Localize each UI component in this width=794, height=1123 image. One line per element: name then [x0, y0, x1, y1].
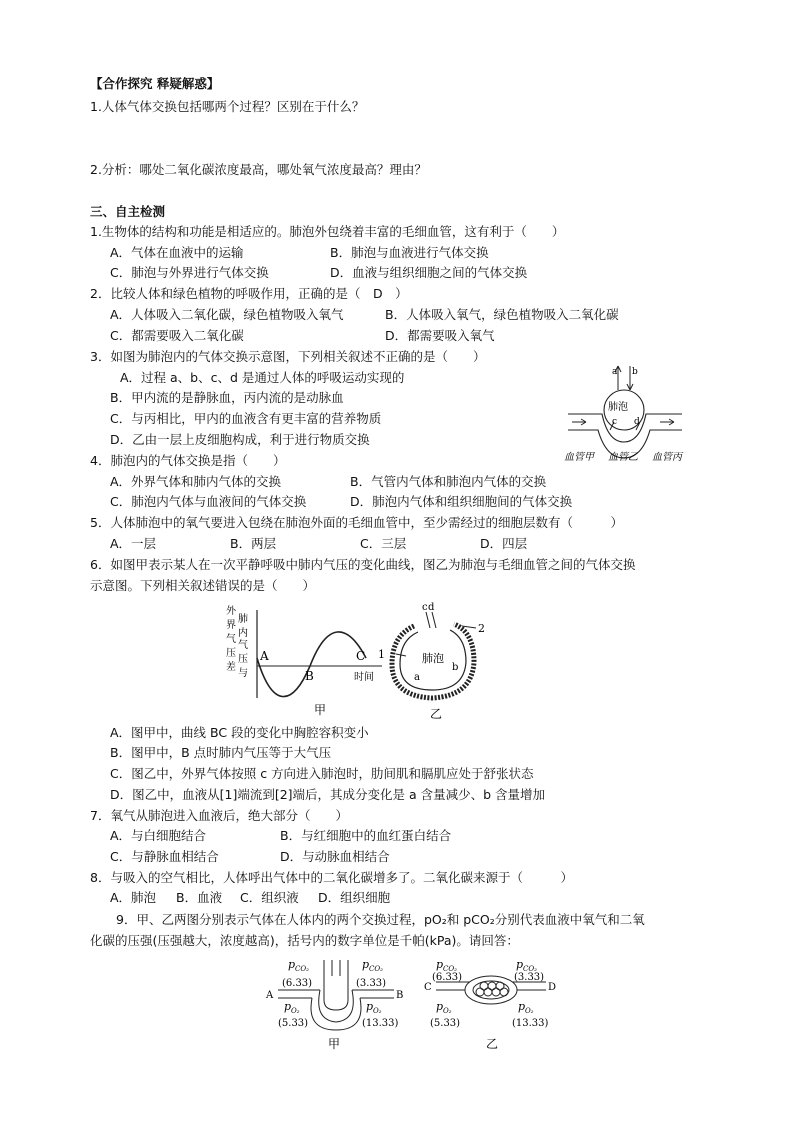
option: A．外界气体和肺内气体的交换	[110, 474, 282, 489]
ylabel-char: 压	[238, 654, 248, 665]
label-b: b	[632, 367, 638, 377]
label-a: a	[612, 367, 618, 377]
self-check-heading: 三、自主检测	[90, 204, 166, 219]
pressure-curve-figure	[222, 600, 392, 720]
co2-right-value: (3.33)	[514, 972, 545, 983]
option: D．与动脉血相结合	[280, 849, 390, 864]
label-d: d	[428, 602, 435, 613]
option: B．人体吸入氧气，绿色植物吸入二氧化碳	[385, 307, 619, 322]
caption-yi: 乙	[486, 1037, 499, 1051]
option: D．乙由一层上皮细胞构成，利于进行物质交换	[110, 432, 370, 447]
question-stem: 1.生物体的结构和功能是相适应的。肺泡外包绕着丰富的毛细血管，这有利于（ ）	[90, 224, 565, 239]
question-stem: 3．如图为肺泡内的气体交换示意图，下列相关叙述不正确的是（ ）	[90, 349, 486, 364]
option: B．气管内气体和肺泡内气体的交换	[350, 474, 547, 489]
option: B．图甲中，B 点时肺内气压等于大气压	[110, 745, 332, 760]
option: B．两层	[230, 536, 277, 551]
question-stem: 4．肺泡内的气体交换是指（ ）	[90, 453, 286, 468]
question-stem: 2．比较人体和绿色植物的呼吸作用，正确的是（ D ）	[90, 286, 408, 301]
question-stem: 6．如图甲表示某人在一次平静呼吸中肺内气压的变化曲线，图乙为肺泡与毛细血管之间的气体交换	[90, 557, 636, 572]
p-o2-right: $p_{O_2}$	[366, 1000, 382, 1015]
ylabel-char: 压	[226, 648, 236, 659]
alveolus-exchange-figure	[560, 360, 690, 470]
discussion-question-1: 1.人体气体交换包括哪两个过程？区别在于什么？	[90, 99, 365, 114]
o2-right-value: (13.33)	[512, 1018, 549, 1029]
option: C．肺泡与外界进行气体交换	[110, 265, 269, 280]
p-o2-left: $p_{O_2}$	[284, 1000, 300, 1015]
option: B．血液	[176, 890, 223, 905]
label-1: 1	[378, 648, 385, 661]
end-a-label: A	[266, 990, 274, 1001]
option: D．四层	[480, 536, 528, 551]
ylabel-char: 气	[238, 640, 248, 651]
ylabel-char: 气	[226, 634, 236, 645]
section-heading: 【合作探究 释疑解惑】	[90, 76, 220, 91]
o2-right-value: (13.33)	[362, 1018, 399, 1029]
label-b: b	[452, 662, 459, 673]
exchange-figure-jia	[262, 952, 412, 1052]
option: C．肺泡内气体与血液间的气体交换	[110, 494, 307, 509]
option: A．肺泡	[110, 890, 157, 905]
vessel-yi-label: 血管乙	[608, 452, 638, 463]
option: D．肺泡内气体和组织细胞间的气体交换	[350, 494, 573, 509]
label-d: d	[634, 417, 640, 427]
co2-right-value: (3.33)	[356, 978, 387, 989]
option: D．都需要吸入氧气	[385, 328, 495, 343]
point-a-label: A	[260, 649, 269, 663]
point-b-label: B	[305, 669, 314, 683]
option: B．甲内流的是静脉血，丙内流的是动脉血	[110, 390, 344, 405]
p-o2-left: $p_{O_2}$	[436, 1000, 452, 1015]
p-co2-left: $p_{CO_2}$	[288, 958, 309, 973]
label-c: c	[612, 417, 618, 427]
option: B．肺泡与血液进行气体交换	[330, 245, 489, 260]
option: D．血液与组织细胞之间的气体交换	[330, 265, 528, 280]
label-2: 2	[478, 622, 485, 635]
alveolus-label: 肺泡	[608, 402, 628, 413]
question-stem-continued: 示意图。下列相关叙述错误的是（ ）	[90, 578, 316, 593]
p-o2-right: $p_{O_2}$	[518, 1000, 534, 1015]
p-co2-left: $p_{CO_2}$	[436, 958, 457, 973]
co2-left-value: (6.33)	[432, 972, 463, 983]
option: C．都需要吸入二氧化碳	[110, 328, 244, 343]
vessel-jia-label: 血管甲	[564, 452, 594, 463]
end-d-label: D	[548, 982, 557, 993]
option: A．气体在血液中的运输	[110, 245, 244, 260]
o2-left-value: (5.33)	[430, 1018, 461, 1029]
option: D．图乙中，血液从[1]端流到[2]端后，其成分变化是 a 含量减少、b 含量增加	[110, 787, 546, 802]
ylabel-char: 肺	[238, 614, 248, 625]
alveolus-label: 肺泡	[422, 652, 444, 665]
exchange-figure-yi	[422, 952, 572, 1052]
co2-left-value: (6.33)	[282, 978, 313, 989]
ylabel-char: 差	[226, 662, 236, 673]
vessel-bing-label: 血管丙	[652, 452, 682, 463]
question-stem: 8．与吸入的空气相比，人体呼出气体中的二氧化碳增多了。二氧化碳来源于（ ）	[90, 870, 573, 885]
o2-left-value: (5.33)	[278, 1018, 309, 1029]
option: A．一层	[110, 536, 157, 551]
option: B．与红细胞中的血红蛋白结合	[280, 828, 452, 843]
option: A．人体吸入二氧化碳，绿色植物吸入氧气	[110, 307, 344, 322]
option: A．过程 a、b、c、d 是通过人体的呼吸运动实现的	[120, 370, 405, 385]
caption-jia: 甲	[328, 1037, 341, 1051]
option: C．图乙中，外界气体按照 c 方向进入肺泡时，肋间肌和膈肌应处于舒张状态	[110, 766, 534, 781]
end-c-label: C	[424, 982, 432, 993]
label-c: c	[422, 602, 428, 613]
option: C．与丙相比，甲内的血液含有更丰富的营养物质	[110, 411, 382, 426]
option: C．与静脉血相结合	[110, 849, 219, 864]
xlabel: 时间	[354, 672, 374, 683]
p-co2-right: $p_{CO_2}$	[362, 958, 383, 973]
ylabel-char: 外	[226, 606, 236, 617]
discussion-question-2: 2.分析：哪处二氧化碳浓度最高，哪处氧气浓度最高？理由？	[90, 162, 427, 177]
ylabel-char: 界	[226, 620, 236, 631]
question-stem: 7．氧气从肺泡进入血液后，绝大部分（ ）	[90, 808, 348, 823]
option: C．组织液	[240, 890, 299, 905]
question-stem-continued: 化碳的压强(压强越大，浓度越高)，括号内的数字单位是千帕(kPa)。请回答：	[90, 933, 519, 948]
alveolus-capillary-figure	[378, 600, 488, 722]
caption-jia: 甲	[314, 703, 327, 717]
ylabel-char: 与	[238, 668, 248, 679]
point-c-label: C	[356, 649, 366, 663]
option: C．三层	[360, 536, 407, 551]
end-b-label: B	[396, 990, 404, 1001]
option: A．与白细胞结合	[110, 828, 207, 843]
question-stem: 5．人体肺泡中的氧气要进入包绕在肺泡外面的毛细血管中，至少需经过的细胞层数有（ ）	[90, 515, 623, 530]
caption-yi: 乙	[430, 707, 443, 721]
label-a: a	[414, 672, 420, 683]
ylabel-char: 内	[238, 628, 248, 639]
question-stem: 9．甲、乙两图分别表示气体在人体内的两个交换过程，pO₂和 pCO₂分别代表血液中氧气和二氧	[116, 912, 645, 927]
option: D．组织细胞	[318, 890, 391, 905]
option: A．图甲中，曲线 BC 段的变化中胸腔容积变小	[110, 725, 369, 740]
p-co2-right: $p_{CO_2}$	[516, 958, 537, 973]
